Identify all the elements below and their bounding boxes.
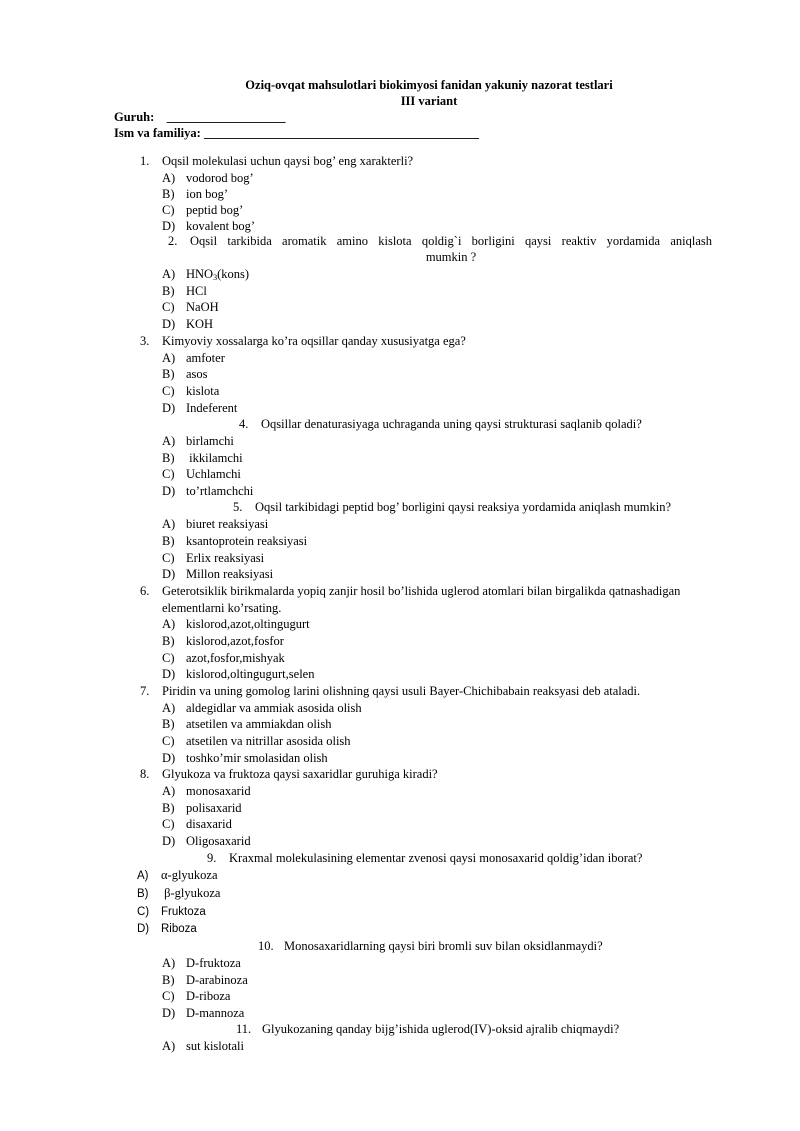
question-text: Oqsil tarkibidagi peptid bog’ borligini qaysi reaksiya yordamida aniqlash mumkin? <box>255 500 672 514</box>
question-2-continued: mumkin ? <box>425 250 477 264</box>
question-text: Monosaxaridlarning qaysi biri bromli suv bilan oksidlanmaydi? <box>284 939 603 953</box>
option-5b: B) ksantoprotein reaksiyasi <box>162 534 308 548</box>
question-text: Glyukozaning qanday bijg’ishida uglerod(IV)-oksid ajralib chiqmaydi? <box>262 1022 620 1036</box>
option-7d: D) toshko’mir smolasidan olish <box>162 751 328 765</box>
group-label: Guruh: <box>114 110 155 124</box>
option-6c: C) azot,fosfor,mishyak <box>162 651 285 665</box>
question-number: 11. <box>236 1022 252 1036</box>
option-10c: C) D-riboza <box>162 989 231 1003</box>
option-10d: D) D-mannoza <box>162 1006 245 1020</box>
option-5c: C) Erlix reaksiyasi <box>162 551 265 565</box>
question-number: 10. <box>258 939 274 953</box>
question-text: Piridin va uning gomolog larini olishning qaysi usuli Bayer-Chichibabain reaksyasi deb ataladi. <box>162 684 641 698</box>
option-10a: A) D-fruktoza <box>162 956 241 970</box>
question-text: Oqsillar denaturasiyaga uchraganda uning qaysi strukturasi saqlanib qoladi? <box>261 417 642 431</box>
question-number: 6. <box>140 584 150 598</box>
question-number: 9. <box>207 851 217 865</box>
question-11 <box>236 1021 619 1037</box>
question-text: Oqsil molekulasi uchun qaysi bog’ eng xarakterli? <box>162 154 414 168</box>
question-7 <box>140 683 640 699</box>
option-6d: D) kislorod,oltingugurt,selen <box>162 667 315 681</box>
option-3a: A) amfoter <box>162 351 225 365</box>
option-5a: A) biuret reaksiyasi <box>162 517 269 531</box>
option-7b: B) atsetilen va ammiakdan olish <box>162 717 332 731</box>
option-4d: D) to’rtlamchchi <box>162 484 254 498</box>
option-8c: C) disaxarid <box>162 817 232 831</box>
option-2a: A) $HNO_3(kons)$ <box>162 267 250 282</box>
option-3b: B) asos <box>162 367 208 381</box>
question-2 <box>168 233 712 249</box>
option-4b: B) ikkilamchi <box>162 451 243 465</box>
option-6b: B) kislorod,azot,fosfor <box>162 634 284 648</box>
group-field <box>114 109 286 125</box>
option-8a: A) monosaxarid <box>162 784 251 798</box>
variant-label: III variant <box>400 94 458 108</box>
question-9 <box>207 850 642 866</box>
option-9a: A) α-glyukoza <box>137 868 218 882</box>
question-number: 2. <box>168 234 178 248</box>
question-5 <box>233 499 671 515</box>
question-1 <box>140 153 413 169</box>
option-7c: C) atsetilen va nitrillar asosida olish <box>162 734 351 748</box>
question-text: Geterotsiklik birikmalarda yopiq zanjir hosil bo’lishida uglerod atomlari bilan birgalikda qatnashadigan <box>162 584 681 598</box>
question-6 <box>140 583 680 599</box>
question-number: 3. <box>140 334 150 348</box>
option-3c: C) kislota <box>162 384 220 398</box>
option-4a: A) birlamchi <box>162 434 234 448</box>
question-3 <box>140 333 466 349</box>
question-number: 1. <box>140 154 150 168</box>
option-10b: B) D-arabinoza <box>162 973 248 987</box>
option-1c: C) peptid bog’ <box>162 203 244 217</box>
option-1b: B) ion bog’ <box>162 187 229 201</box>
option-9d: D) Riboza <box>137 923 197 935</box>
question-4 <box>239 416 642 432</box>
question-number: 5. <box>233 500 243 514</box>
option-11a: A) sut kislotali <box>162 1039 244 1053</box>
option-5d: D) Millon reaksiyasi <box>162 567 274 581</box>
option-4c: C) Uchlamchi <box>162 467 241 481</box>
option-8b: B) polisaxarid <box>162 801 242 815</box>
option-2c: C) NaOH <box>162 300 219 314</box>
option-2d: D) KOH <box>162 317 214 331</box>
question-8 <box>140 766 438 782</box>
document-title: Oziq-ovqat mahsulotlari biokimyosi fanidan yakuniy nazorat testlari <box>245 78 613 92</box>
question-text: Oqsil tarkibida aromatik amino kislota qoldig`i borligini qaysi reaktiv yordamida aniqlash <box>190 234 712 248</box>
question-number: 7. <box>140 684 150 698</box>
option-6a: A) kislorod,azot,oltingugurt <box>162 617 310 631</box>
option-9b: B) β-glyukoza <box>137 886 221 900</box>
option-7a: A) aldegidlar va ammiak asosida olish <box>162 701 362 715</box>
question-10 <box>258 938 603 954</box>
option-8d: D) Oligosaxarid <box>162 834 251 848</box>
name-blank: ____________________________________________ <box>203 126 479 140</box>
group-blank: ___________________ <box>166 110 286 124</box>
option-1d: D) kovalent bog’ <box>162 219 256 233</box>
question-6-continued: elementlarni ko’rsating. <box>162 601 282 615</box>
question-text: Kimyoviy xossalarga ko’ra oqsillar qanday xususiyatga ega? <box>162 334 466 348</box>
name-label: Ism va familiya: <box>114 126 201 140</box>
name-field <box>114 125 479 141</box>
question-number: 4. <box>239 417 249 431</box>
option-3d: D) Indeferent <box>162 401 238 415</box>
option-1a: A) vodorod bog’ <box>162 171 254 185</box>
option-9c: C) Fruktoza <box>137 906 206 918</box>
question-number: 8. <box>140 767 150 781</box>
option-2b: B) HCl <box>162 284 207 298</box>
question-text: Glyukoza va fruktoza qaysi saxaridlar guruhiga kiradi? <box>162 767 438 781</box>
question-text: Kraxmal molekulasining elementar zvenosi qaysi monosaxarid qoldig’idan iborat? <box>229 851 643 865</box>
